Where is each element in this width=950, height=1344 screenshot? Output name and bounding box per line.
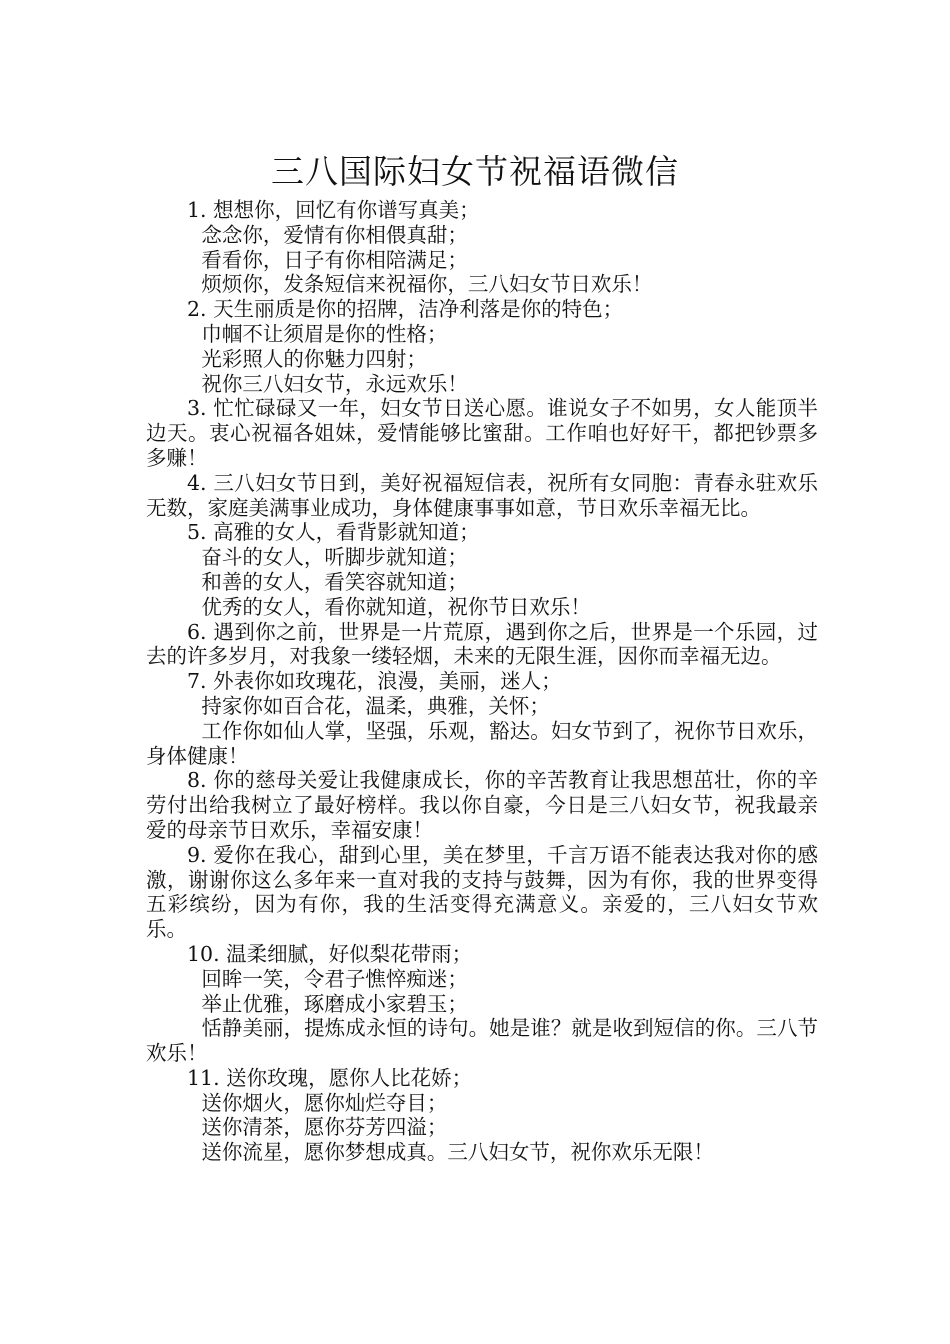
paragraph: 念念你，爱情有你相偎真甜；: [201, 222, 468, 247]
paragraph: 10. 温柔细腻，好似梨花带雨；: [187, 941, 473, 966]
paragraph: 2. 天生丽质是你的招牌，洁净利落是你的特色；: [187, 297, 624, 322]
document-body: [146, 198, 818, 1165]
paragraph: 8. 你的慈母关爱让我健康成长，你的辛苦教育让我思想茁壮，你的辛劳付出给我树立了最好榜样。我以你自豪，今日是三八妇女节，祝我最亲爱的母亲节日欢乐，幸福安康！: [146, 768, 818, 842]
paragraph: 烦烦你，发条短信来祝福你，三八妇女节日欢乐！: [201, 272, 653, 297]
document-title: 三八国际妇女节祝福语微信: [271, 152, 679, 192]
paragraph: 送你流星，愿你梦想成真。三八妇女节，祝你欢乐无限！: [201, 1140, 714, 1165]
paragraph: 恬静美丽，提炼成永恒的诗句。她是谁？就是收到短信的你。三八节欢乐！: [146, 1016, 818, 1066]
paragraph: 优秀的女人，看你就知道，祝你节日欢乐！: [201, 594, 591, 619]
paragraph: 持家你如百合花，温柔，典雅，关怀；: [201, 693, 550, 718]
paragraph: 1. 想想你，回忆有你谱写真美；: [187, 198, 480, 222]
paragraph: 11. 送你玫瑰，愿你人比花娇；: [187, 1065, 473, 1090]
paragraph: 3. 忙忙碌碌又一年，妇女节日送心愿。谁说女子不如男，女人能顶半边天。衷心祝福各姐妹，爱情能够比蜜甜。工作咱也好好干，都把钞票多多赚！: [146, 396, 818, 470]
paragraph: 光彩照人的你魅力四射；: [201, 346, 427, 371]
paragraph: 回眸一笑，令君子憔悴痴迷；: [201, 966, 468, 991]
paragraph: 4. 三八妇女节日到，美好祝福短信表，祝所有女同胞：青春永驻欢乐无数，家庭美满事业成功，身体健康事事如意，节日欢乐幸福无比。: [146, 470, 818, 520]
paragraph: 6. 遇到你之前，世界是一片荒原，遇到你之后，世界是一个乐园，过去的许多岁月，对我象一缕轻烟，未来的无限生涯，因你而幸福无边。: [146, 619, 818, 669]
paragraph: 举止优雅，琢磨成小家碧玉；: [201, 991, 468, 1016]
paragraph: 巾帼不让须眉是你的性格；: [201, 321, 448, 346]
paragraph: 送你烟火，愿你灿烂夺目；: [201, 1090, 448, 1115]
paragraph: 和善的女人，看笑容就知道；: [201, 569, 468, 594]
paragraph: 工作你如仙人掌，坚强，乐观，豁达。妇女节到了，祝你节日欢乐，身体健康！: [146, 718, 818, 768]
paragraph: 看看你，日子有你相陪满足；: [201, 247, 468, 272]
paragraph: 祝你三八妇女节，永远欢乐！: [201, 371, 468, 396]
paragraph: 9. 爱你在我心，甜到心里，美在梦里，千言万语不能表达我对你的感激，谢谢你这么多年来一直对我的支持与鼓舞，因为有你，我的世界变得五彩缤纷，因为有你，我的生活变得充满意义。亲爱的，三八妇女节欢乐。: [146, 842, 818, 942]
paragraph: 奋斗的女人，听脚步就知道；: [201, 545, 468, 570]
paragraph: 送你清茶，愿你芬芳四溢；: [201, 1115, 448, 1140]
paragraph: 5. 高雅的女人，看背影就知道；: [187, 520, 480, 545]
paragraph: 7. 外表你如玫瑰花，浪漫，美丽，迷人；: [187, 669, 562, 694]
